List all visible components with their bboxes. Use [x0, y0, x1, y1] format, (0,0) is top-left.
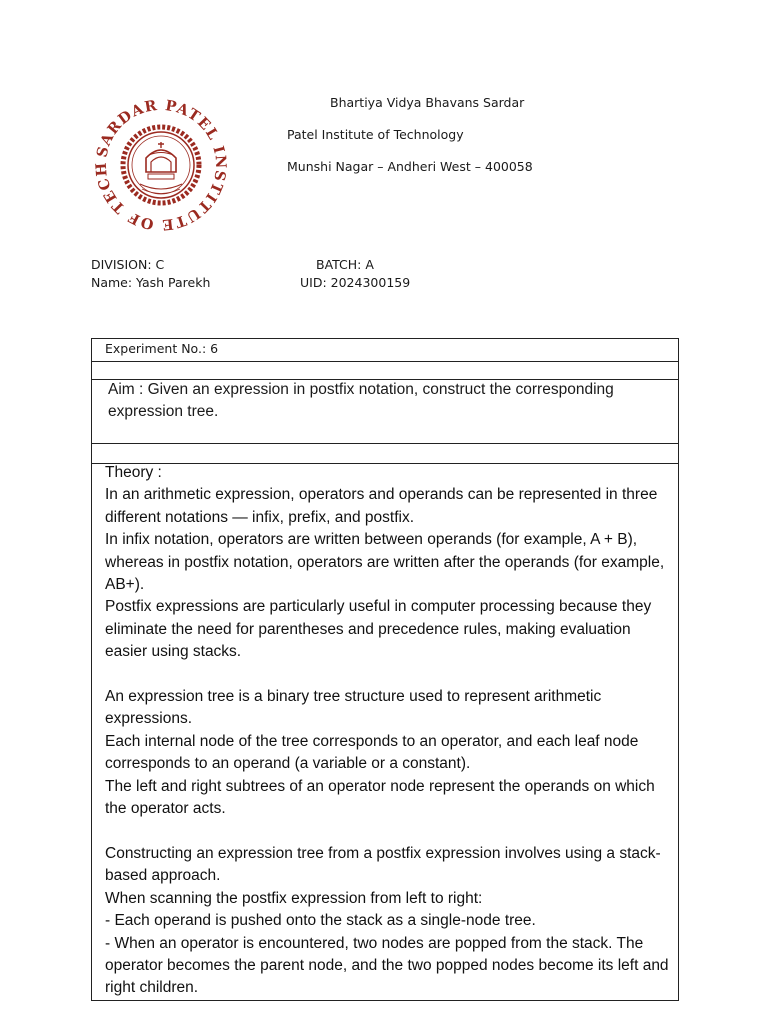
theory-paragraph: When scanning the postfix expression from left to right: — [105, 889, 483, 907]
aim-text: : Given an expression in postfix notation, construct the corresponding expression tree. — [108, 381, 614, 420]
paragraph-gap — [105, 820, 675, 842]
theory-section — [105, 462, 675, 1000]
division-label: DIVISION: C — [91, 257, 165, 272]
spacer-row — [92, 362, 678, 380]
theory-paragraph: In infix notation, operators are written between operands (for example, A + B), whereas in postfix notation, operators are written after the operands (for example, AB+). — [105, 531, 665, 594]
theory-paragraph: Postfix expressions are particularly useful in computer processing because they eliminate the need for parentheses and precedence rules, making evaluation easier using stacks. — [105, 598, 652, 661]
institution-address: Munshi Nagar – Andheri West – 400058 — [287, 159, 533, 174]
experiment-number-row — [92, 339, 678, 362]
experiment-number: Experiment No.: 6 — [105, 341, 219, 356]
aim-section — [108, 379, 668, 423]
theory-paragraph: - Each operand is pushed onto the stack as a single-node tree. — [105, 912, 536, 930]
paragraph-gap — [105, 664, 675, 686]
theory-paragraph: Constructing an expression tree from a postfix expression involves using a stack-based approach. — [105, 844, 661, 885]
spacer-row — [92, 444, 678, 464]
student-uid: UID: 2024300159 — [300, 275, 411, 290]
theory-heading: Theory : — [105, 464, 162, 481]
svg-text:SARDAR PATEL INSTITUTE OF TECH: SARDAR PATEL INSTITUTE OF TECH — [92, 96, 230, 234]
aim-label: Aim — [108, 381, 135, 398]
theory-paragraph: Each internal node of the tree corresponds to an operator, and each leaf node corresponds to an operand (a variable or a constant). — [105, 732, 639, 773]
batch-label: BATCH: A — [316, 257, 374, 272]
college-seal-icon — [88, 92, 234, 238]
institution-line-1: Bhartiya Vidya Bhavans Sardar — [330, 95, 525, 110]
student-name: Name: Yash Parekh — [91, 275, 211, 290]
theory-paragraph: - When an operator is encountered, two nodes are popped from the stack. The operator becomes the parent node, and the two popped nodes become its left and right children. — [105, 934, 669, 997]
college-seal-graphic — [88, 92, 234, 238]
experiment-table — [91, 338, 679, 1001]
theory-paragraph: An expression tree is a binary tree structure used to represent arithmetic expressions. — [105, 688, 602, 728]
theory-paragraph: In an arithmetic expression, operators and operands can be represented in three different notations — infix, prefix, and postfix. — [105, 486, 658, 526]
institution-line-2: Patel Institute of Technology — [287, 127, 464, 142]
theory-paragraph: The left and right subtrees of an operator node represent the operands on which the operator acts. — [105, 777, 655, 818]
